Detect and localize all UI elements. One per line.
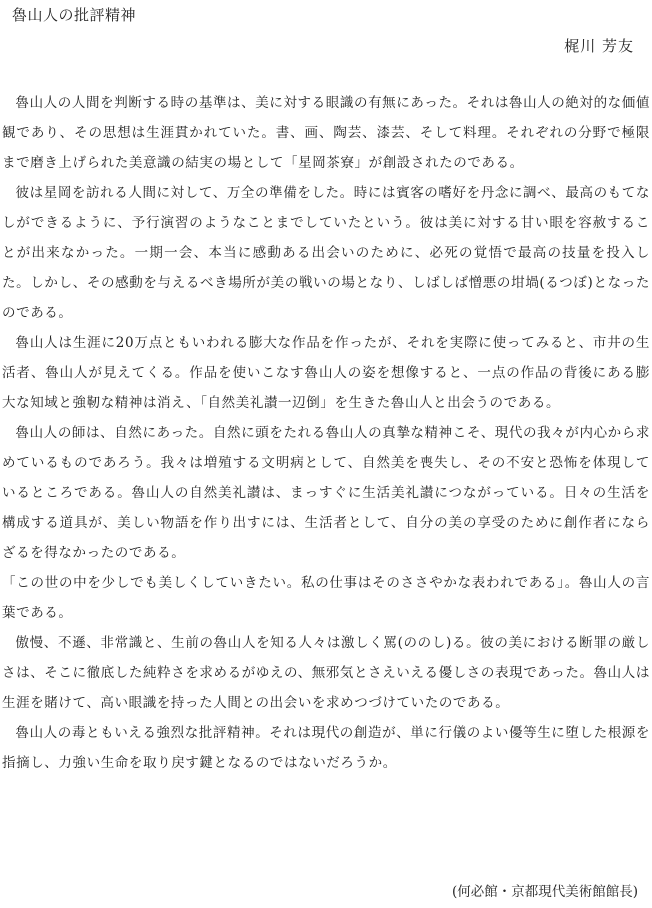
paragraph-3: 魯山人は生涯に20万点ともいわれる膨大な作品を作ったが、それを実際に使ってみると、市井の生活者、魯山人が見えてくる。作品を使いこなす魯山人の姿を想像すると、一点の作品の背後にある膨大な知域と強靭な精神は消え、「自然美礼讃一辺倒」を生きた魯山人と出会うのである。	[2, 335, 650, 411]
paragraph-7: 魯山人の毒ともいえる強烈な批評精神。それは現代の創造が、単に行儀のよい優等生に堕した根源を指摘し、力強い生命を取り戻す鍵となるのではないだろうか。	[2, 725, 650, 771]
paragraph-5-quote: 「この世の中を少しでも美しくしていきたい。私の仕事はそのささやかな表われである」。魯山人の言葉である。	[2, 575, 650, 621]
paragraph-1: 魯山人の人間を判断する時の基準は、美に対する眼識の有無にあった。それは魯山人の絶対的な価値観であり、その思想は生涯貫かれていた。書、画、陶芸、漆芸、そして料理。それぞれの分野で極限まで磨き上げられた美意識の結実の場として「星岡茶寮」が創設されたのである。	[2, 95, 650, 171]
paragraph-6: 傲慢、不遜、非常識と、生前の魯山人を知る人々は激しく罵(ののし)る。彼の美における断罪の厳しさは、そこに徹底した純粋さを求めるがゆえの、無邪気とさえいえる優しさの表現であった。魯山人は生涯を賭けて、高い眼識を持った人間との出会いを求めつづけていたのである。	[2, 635, 650, 711]
paragraph-2: 彼は星岡を訪れる人間に対して、万全の準備をした。時には賓客の嗜好を丹念に調べ、最高のもてなしができるように、予行演習のようなことまでしていたという。彼は美に対する甘い眼を容赦することが出来なかった。一期一会、本当に感動ある出会いのために、必死の覚悟で最高の技量を投入した。しかし、その感動を与えるべき場所が美の戦いの場となり、しばしば憎悪の坩堝(るつぼ)となったのである。	[2, 185, 650, 321]
paragraph-4: 魯山人の師は、自然にあった。自然に頭をたれる魯山人の真摯な精神こそ、現代の我々が内心から求めているものであろう。我々は増殖する文明病として、自然美を喪失し、その不安と恐怖を体現しているところである。魯山人の自然美礼讃は、まっすぐに生活美礼讃につながっている。日々の生活を構成する道具が、美しい物語を作り出すには、生活者として、自分の美の享受のために創作者にならざるを得なかったのである。	[2, 425, 650, 561]
document-title: 魯山人の批評精神	[12, 6, 137, 24]
document-body	[2, 88, 650, 778]
author-affiliation: (何必館・京都現代美術館館長)	[451, 884, 638, 900]
author-name: 梶川 芳友	[564, 37, 634, 55]
